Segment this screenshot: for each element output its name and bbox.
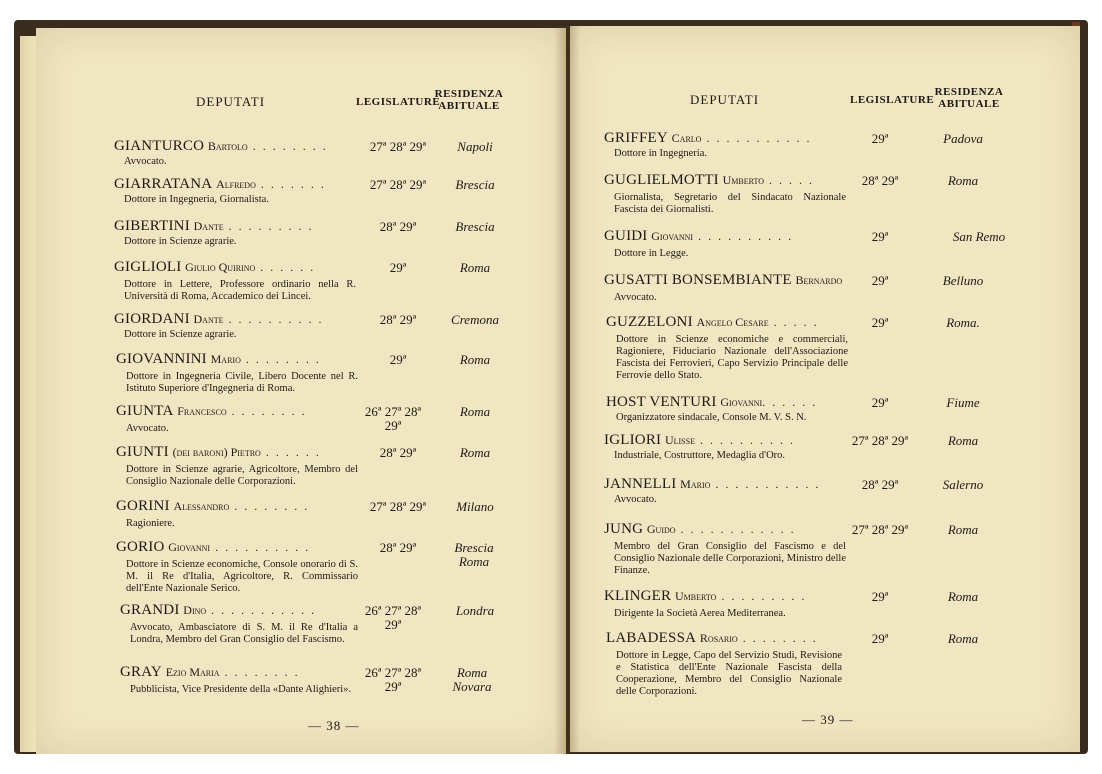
deputy-legislature: 27ª 28ª 29ª — [369, 177, 427, 192]
deputy-legislature: 29ª — [871, 589, 889, 604]
deputy-legislature: 29ª — [389, 352, 407, 367]
deputy-legislature: 29ª — [871, 229, 889, 244]
deputy-residence: Fiume — [946, 395, 980, 410]
leader-dots: . . . . . . . . . — [716, 589, 807, 603]
header-deputati: DEPUTATI — [690, 92, 760, 107]
deputy-first-name: Rosario — [699, 631, 738, 645]
deputy-residence: Londra — [455, 603, 495, 618]
deputy-residence: Salerno — [942, 477, 984, 492]
deputy-name — [120, 664, 356, 681]
deputy-description: Dottore in Legge. — [614, 248, 689, 259]
deputy-legislature: 26ª 27ª 28ª 29ª — [364, 665, 422, 694]
leader-dots: . . . . . . . . — [226, 404, 307, 418]
leader-dots: . . . . . . . . — [229, 499, 310, 513]
deputy-name — [114, 138, 354, 155]
deputy-description: Dottore in Scienze economiche e commerciali, Ragioniere, Fiduciario Nazionale dell'Associazione Fascista dei Ferrovieri, Capo Servizio Principale delle Ferrovie dello Stato. — [616, 334, 848, 381]
book-gutter — [554, 26, 580, 754]
deputy-description: Industriale, Costruttore, Medaglia d'Oro. — [614, 450, 786, 461]
header-residenza-line2: ABITUALE — [938, 98, 1000, 110]
deputy-first-name: Giulio Quirino — [185, 260, 256, 274]
deputy-residence: Roma — [947, 589, 979, 604]
page-number: — 38 — — [308, 718, 360, 733]
deputy-residence: Roma — [459, 445, 491, 460]
deputy-name — [120, 602, 356, 619]
header-residenza-line1: RESIDENZA — [934, 86, 1004, 98]
deputy-name — [114, 311, 354, 328]
deputy-first-name: Bartolo — [207, 139, 248, 153]
deputy-residence: Roma — [947, 631, 979, 646]
deputy-name — [604, 130, 834, 147]
leader-dots: . . . . . — [764, 173, 815, 187]
header-legislature: LEGISLATURE — [356, 96, 441, 108]
deputy-legislature: 28ª 29ª — [379, 312, 417, 327]
deputy-residence: Brescia — [455, 177, 495, 192]
deputy-surname: GORINI — [116, 498, 170, 514]
header-legislature: LEGISLATURE — [850, 94, 935, 106]
deputy-surname: GRANDI — [120, 602, 180, 618]
deputy-legislature: 27ª 28ª 29ª — [851, 433, 909, 448]
deputy-name — [604, 521, 834, 538]
deputy-surname: GIUNTI — [116, 444, 169, 460]
deputy-name — [606, 394, 836, 411]
deputy-surname: GIUNTA — [116, 403, 174, 419]
deputy-legislature: 28ª 29ª — [861, 173, 899, 188]
leader-dots: . . . . . . . . . — [223, 219, 314, 233]
deputy-legislature: 28ª 29ª — [861, 477, 899, 492]
deputy-residence: Belluno — [942, 273, 984, 288]
header-residenza — [434, 88, 504, 112]
deputy-legislature: 29ª — [871, 315, 889, 330]
deputy-legislature: 28ª 29ª — [379, 219, 417, 234]
deputy-first-name: Mario — [680, 477, 711, 491]
deputy-name — [604, 476, 834, 493]
deputy-description: Dottore in Scienze agrarie. — [124, 329, 237, 340]
deputy-name — [604, 228, 834, 245]
deputy-first-name: Mario — [210, 352, 241, 366]
deputy-residence: Roma — [459, 260, 491, 275]
deputy-legislature: 27ª 28ª 29ª — [369, 499, 427, 514]
deputy-description: Avvocato. — [614, 292, 657, 303]
deputy-first-name: Giovanni — [168, 540, 211, 554]
deputy-description: Dirigente la Società Aerea Mediterranea. — [614, 608, 786, 619]
deputy-residence: Roma Novara — [452, 665, 492, 694]
deputy-legislature: 29ª — [389, 260, 407, 275]
leader-dots: . . . . . . . . — [737, 631, 818, 645]
deputy-description: Dottore in Ingegneria, Giornalista. — [124, 194, 269, 205]
deputy-first-name: Dino — [183, 603, 207, 617]
deputy-surname: GIORDANI — [114, 311, 190, 327]
deputy-surname: LABADESSA — [606, 630, 697, 646]
deputy-name — [114, 218, 354, 235]
deputy-description: Dottore in Scienze agrarie. — [124, 236, 237, 247]
deputy-first-name: Alessandro — [173, 499, 230, 513]
leader-dots: . . . . . . . . . . — [694, 433, 795, 447]
deputy-surname: GIOVANNINI — [116, 351, 207, 367]
deputy-first-name: Giovanni — [651, 229, 694, 243]
page-39 — [570, 26, 1080, 752]
leader-dots: . . . . . . . . — [240, 352, 321, 366]
deputy-residence: Roma — [947, 522, 979, 537]
deputy-surname: GIARRATANA — [114, 176, 213, 192]
deputy-description: Dottore in Ingegneria. — [614, 148, 708, 159]
deputy-name — [604, 172, 834, 189]
deputy-residence: Roma — [947, 173, 979, 188]
deputy-description: Giornalista, Segretario del Sindacato Nazionale Fascista dei Giornalisti. — [614, 192, 846, 215]
leader-dots: . . . . . . — [762, 395, 818, 409]
deputy-residence: Roma — [459, 352, 491, 367]
deputy-name — [114, 176, 354, 193]
deputy-legislature: 29ª — [871, 395, 889, 410]
leader-dots: . . . . . . . . — [247, 139, 328, 153]
deputy-first-name: (dei baroni) Pietro — [172, 445, 261, 459]
header-deputati: DEPUTATI — [196, 94, 266, 109]
deputy-first-name: Ezio Maria — [165, 665, 220, 679]
leader-dots: . . . . . . — [260, 445, 321, 459]
deputy-legislature: 29ª — [871, 131, 889, 146]
deputy-legislature: 28ª 29ª — [379, 445, 417, 460]
deputy-first-name: Dante — [193, 312, 224, 326]
leader-dots: . . . . . . . — [255, 177, 326, 191]
leader-dots: . . . . . . . . . . — [223, 312, 324, 326]
deputy-legislature: 27ª 28ª 29ª — [851, 522, 909, 537]
deputy-surname: HOST VENTURI — [606, 394, 717, 410]
deputy-surname: GIANTURCO — [114, 138, 205, 154]
leader-dots: . . . . . . . . . . . . — [675, 522, 796, 536]
deputy-first-name: Carlo — [671, 131, 702, 145]
deputy-legislature: 27ª 28ª 29ª — [369, 139, 427, 154]
deputy-residence: Roma. — [946, 315, 980, 330]
header-residenza-line1: RESIDENZA — [434, 88, 504, 100]
deputy-legislature: 26ª 27ª 28ª 29ª — [364, 603, 422, 632]
leader-dots: . . . . . . . . . . . — [206, 603, 317, 617]
deputy-description: Avvocato. — [124, 156, 167, 167]
deputy-name — [116, 403, 356, 420]
deputy-description: Membro del Gran Consiglio del Fascismo e del Consiglio Nazionale delle Corporazioni, Ministro delle Finanze. — [614, 541, 846, 576]
deputy-legislature: 28ª 29ª — [379, 540, 417, 555]
deputy-surname: GUZZELONI — [606, 314, 693, 330]
deputy-first-name: Francesco — [177, 404, 227, 418]
deputy-surname: IGLIORI — [604, 432, 662, 448]
leader-dots: . . . . . . . . . . . — [701, 131, 812, 145]
deputy-description: Avvocato. — [126, 423, 169, 434]
deputy-description: Dottore in Scienze economiche, Console onorario di S. M. il Re d'Italia, Agricoltore, R. Commissario dell'Ente Nazionale Serico. — [126, 559, 358, 594]
deputy-residence: Padova — [943, 131, 983, 146]
deputy-surname: KLINGER — [604, 588, 672, 604]
deputy-name — [606, 314, 836, 331]
deputy-first-name: Dante — [193, 219, 224, 233]
deputy-first-name: Umberto — [722, 173, 765, 187]
deputy-residence: Roma — [459, 404, 491, 419]
deputy-name — [604, 272, 844, 289]
deputy-description: Dottore in Legge, Capo del Servizio Studi, Revisione e Statistica dell'Ente Nazionale Fascista della Cooperazione, Membro del Consiglio Nazionale delle Corporazioni. — [616, 650, 842, 697]
deputy-name — [116, 498, 356, 515]
deputy-description: Pubblicista, Vice Presidente della «Dante Alighieri». — [130, 684, 352, 695]
deputy-first-name: Ulisse — [664, 433, 695, 447]
deputy-first-name: Bernardo — [795, 273, 843, 287]
deputy-surname: GRIFFEY — [604, 130, 668, 146]
deputy-surname: GUIDI — [604, 228, 648, 244]
deputy-name — [604, 432, 834, 449]
deputy-name — [606, 630, 836, 647]
deputy-residence: San Remo — [952, 229, 1006, 244]
deputy-name — [116, 444, 356, 461]
deputy-legislature: 26ª 27ª 28ª 29ª — [364, 404, 422, 433]
deputy-name — [604, 588, 834, 605]
deputy-residence: Brescia Roma — [454, 540, 494, 569]
page-number: — 39 — — [802, 712, 854, 727]
deputy-surname: GIGLIOLI — [114, 259, 182, 275]
deputy-surname: GIBERTINI — [114, 218, 190, 234]
leader-dots: . . . . . . . . . . . — [710, 477, 821, 491]
deputy-description: Avvocato. — [614, 494, 657, 505]
page-edges-left — [20, 36, 36, 752]
deputy-name — [116, 539, 356, 556]
page-38 — [36, 28, 566, 754]
deputy-description: Ragioniere. — [126, 518, 175, 529]
deputy-residence: Roma — [947, 433, 979, 448]
deputy-surname: GORIO — [116, 539, 165, 555]
deputy-surname: GUGLIELMOTTI — [604, 172, 719, 188]
header-residenza-line2: ABITUALE — [438, 100, 500, 112]
deputy-surname: GRAY — [120, 664, 162, 680]
deputy-residence: Napoli — [457, 139, 493, 154]
deputy-residence: Milano — [456, 499, 494, 514]
deputy-description: Dottore in Ingegneria Civile, Libero Docente nel R. Istituto Superiore d'Ingegneria di Roma. — [126, 371, 358, 394]
deputy-first-name: Alfredo — [216, 177, 256, 191]
leader-dots: . . . . . . . . . . — [693, 229, 794, 243]
leader-dots: . . . . . . — [255, 260, 316, 274]
deputy-legislature: 29ª — [871, 631, 889, 646]
deputy-first-name: Angelo Cesare — [696, 315, 769, 329]
deputy-first-name: Umberto — [674, 589, 717, 603]
deputy-description: Dottore in Lettere, Professore ordinario nella R. Università di Roma, Accademico dei Lincei. — [124, 279, 356, 302]
leader-dots: . . . . . . . . . . — [210, 540, 311, 554]
header-residenza — [934, 86, 1004, 110]
deputy-residence: Brescia — [455, 219, 495, 234]
deputy-description: Avvocato, Ambasciatore di S. M. il Re d'Italia a Londra, Membro del Gran Consiglio del Fascismo. — [130, 622, 358, 645]
book — [14, 20, 1088, 754]
deputy-surname: JANNELLI — [604, 476, 677, 492]
deputy-surname: JUNG — [604, 521, 644, 537]
deputy-first-name: Giovanni — [720, 395, 763, 409]
leader-dots: . . . . . — [768, 315, 819, 329]
deputy-description: Dottore in Scienze agrarie, Agricoltore, Membro del Consiglio Nazionale delle Corporazioni. — [126, 464, 358, 487]
deputy-name — [114, 259, 354, 276]
deputy-name — [116, 351, 356, 368]
deputy-surname: GUSATTI BONSEMBIANTE — [604, 272, 792, 288]
deputy-residence: Cremona — [451, 312, 499, 327]
deputy-legislature: 29ª — [871, 273, 889, 288]
leader-dots: . . . . . . . . — [219, 665, 300, 679]
deputy-first-name: Guido — [646, 522, 676, 536]
deputy-description: Organizzatore sindacale, Console M. V. S. N. — [616, 412, 807, 423]
